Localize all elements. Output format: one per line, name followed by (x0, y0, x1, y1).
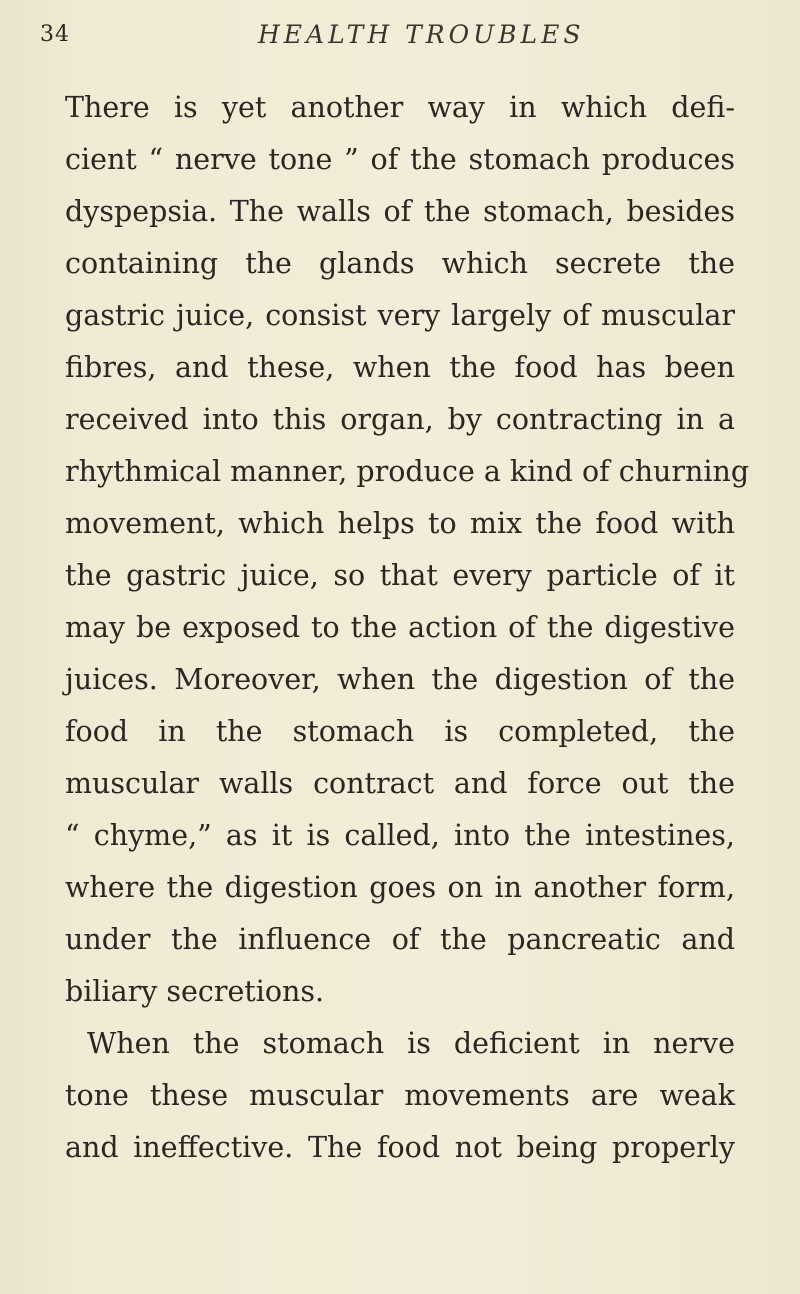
text-line: containing the glands which secrete the (65, 247, 735, 280)
page-header (0, 14, 800, 54)
text-line: fibres, and these, when the food has been (65, 351, 735, 384)
text-line: When the stomach is deficient in nerve (87, 1027, 735, 1060)
text-line: and ineffective. The food not being properly (65, 1131, 735, 1164)
text-line: cient “ nerve tone ” of the stomach produces (65, 143, 735, 176)
text-line: rhythmical manner, produce a kind of churning (65, 455, 750, 488)
text-line: may be exposed to the action of the digestive (65, 611, 735, 644)
text-line: under the influence of the pancreatic and (65, 923, 735, 956)
text-line: where the digestion goes on in another form, (65, 871, 735, 904)
text-line: dyspepsia. The walls of the stomach, besides (65, 195, 735, 228)
body-text (65, 82, 750, 1174)
text-line: There is yet another way in which defi- (65, 91, 735, 124)
page-number: 34 (40, 22, 70, 47)
text-line: muscular walls contract and force out the (65, 767, 735, 800)
text-line: food in the stomach is completed, the (65, 715, 735, 748)
text-line: tone these muscular movements are weak (65, 1079, 735, 1112)
text-line: “ chyme,” as it is called, into the intestines, (65, 819, 735, 852)
text-line: juices. Moreover, when the digestion of the (65, 663, 735, 696)
text-line: movement, which helps to mix the food with (65, 507, 735, 540)
text-line: gastric juice, consist very largely of muscular (65, 299, 735, 332)
text-line: biliary secretions. (65, 975, 325, 1008)
text-line: the gastric juice, so that every particle of it (65, 559, 735, 592)
text-line: received into this organ, by contracting in a (65, 403, 735, 436)
running-head: HEALTH TROUBLES (258, 20, 585, 49)
